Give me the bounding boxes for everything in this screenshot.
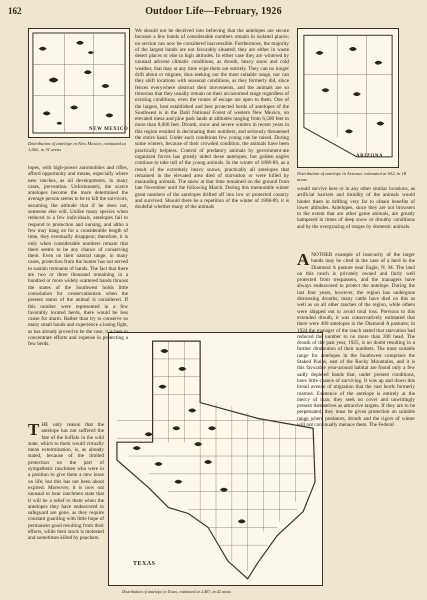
left-column-top-text: lopes, with high-power automobiles and rifles, afford opportunity and means, especially where new ranches, as oil developments, in many cases, prevention. Unfortunately, the scarce antelopes become the more determined the average person seems to be to kill the survivors, assuming the attitude that if he does not, someone else will. Unlike many species when reduced to a few individuals, antelopes fail to respond to protection and nursing, and altho a few may hang on for a considerable length of time, they eventually disappear; therefore, it is only when considerable numbers remain that there seems to be any chance of conserving them. Even on their natural range, in many cases, protection from the hunter has not served to sustain remnants of bands. The fact that there are two or three thousand remaining in a hundred or more widely scattered bands thruout the states of the Southwest holds little consolation for conservationists when the present status of the animal is considered. If this number were represented in a few favorably located herds, there would be less cause for alarm. Rather than try to conserve so many small bands and experience a losing fight, as has already proved to be the case, it is best to concentrate efforts and expense in protecting a few herds. [28,165,128,348]
arizona-map-drawing [298,29,398,167]
page-header [8,6,419,20]
left-column-bottom [28,422,104,592]
dropcap-t: T [28,420,40,439]
new-mexico-map-label: NEW MEXICO [89,127,129,132]
right-column-top-text: would survive here or in any other similar locations, as artificial barriers and timidity of the animals would hinder them in drifting very far to obtain benefits of lower altitudes. Antelopes, since they are not browsers to the extent that are other game animals, are greatly hampered in times of deep snow or drouthy conditions and by the overgrazing of ranges by domestic animals. [297,186,415,230]
right-column-bottom [297,252,415,592]
texas-map-caption: Distribution of antelope in Texas; estimated at 2,407, in 42 areas [122,589,232,594]
texas-map [108,332,323,586]
middle-column [135,28,289,328]
left-column-top [28,165,128,348]
arizona-map-label: ARIZONA [356,154,384,159]
arizona-map [297,28,399,168]
page-title: Outdoor Life—February, 1926 [145,6,282,17]
middle-column-text: We should not be deceived into believing that the antelopes are secure because a few bands of considerable numbers remain in isolated places; no section can now be considered inaccessible. Furthermore, the majority of the largest bands are not favorably situated; they are either in waste desert places or else in high altitudes. In either case they are wintered by unusual adverse climatic conditions, as drouth, heavy snow and cold weather, that may at any time wipe them out entirely. They can no longer drift about or migrate, thus seeking out the most suitable range, nor can they shift locations with seasonal conditions, as they formerly did, since fences everywhere obstruct their movements, and the animals are so timorous that they usually remain on their accustomed range regardless of existing conditions, even the routes of escape are open to them. One of the largest, best established and best protected herds of antelopes of the Southwest is in the Datil National Forest of western New Mexico, on elevated mesa and pine park lands at altitudes ranging from 6,500 feet to more than 8,000 feet. Drouth, snow and severe winters in recent years in this region resulted in decimating their numbers, and seriously threatened the entire band. Under such conditions few young can be raised. During some winters, because of their crowded condition, the animals have been practically helpless. Control of predatory animals by government-ate organized forces has greatly aided these antelopes; but golden eagles continue to take toll of the young animals. In the winter of 1868-89, as a result of the extremely heavy snows, practically all antelopes that remained in the elevated area died of starvation or were killed by marauding animals. The snow at that time remained on the ground from late November until the following March. During this memorable winter great numbers of the antelopes drifted off into low or protected country and survived. Should there be a repetition of the winter of 1868-89, it is doubtful whether many of the animals [135,28,289,211]
texas-map-label: TEXAS [133,561,156,567]
right-column-top [297,186,415,248]
right-column-bottom-text: NOTHER example of insecurity of the larger bands may be cited in the case of a herd in the Diamond A pasture near Eagle, N. M. The land on this ranch is privately owned and fairly well protected from trespassers, and the managers have always endeavored to protect the antelope. During the last four years, however, the region has undergone distressing drouths; many cattle have died on this as well as on all other ranches of the region, while others were shipped out to avoid total loss. Previous to this extended drouth, it was conservatively estimated that there were 400 antelopes in the Diamond A pastures; in 1924 the manager of the ranch stated that starvation had reduced the number to no more than 200 head. The drouth of the past year, 1925, is no doubt resulting in a further diminution of their numbers. The most suitable range for antelopes in the Southwest comprises the Staked Plains, east of the Rocky Mountains, and it is this favorable year-around habitat are found only a few sadly depleted bands that, under present conditions, have little chance of surviving. It was up and down this broad avenue of migration that the vast herds formerly roamed. Existence of the antelope is entirely at the mercy of man; they seek no cover and unwittingly present themselves as attractive targets. If they are to be perpetuated, they must be given protection on suitable range where predators, drouth and the rigors of winter will not continually menace them. The Federal [297,252,415,429]
texas-map-drawing [109,333,322,585]
new-mexico-map [28,28,130,138]
new-mexico-map-caption: Distribution of antelope in New Mexico; estimated at 1,662, in 31 areas [28,141,126,152]
page-number: 162 [8,6,22,16]
new-mexico-map-drawing [29,29,129,137]
dropcap-a: A [297,250,310,269]
arizona-map-caption: Distribution of antelope in Arizona; estimated at 652, in 18 areas [297,171,407,182]
left-column-bottom-text: HE only reason that the antelope has not suffered the fate of the buffalo in the wild state, which to them would virtually mean extermination, is, as already stated, because of the limited protection on the part of sympathetic ranchmen who were in a position to give them a new lease on life; but this has not been about expired. Moreover, it is now out unusual to hear ranchmen state that it will be a relief to them when the antelopes they have endeavored to safeguard are gone, as they require constant guarding with little hope of permanent good resulting from their efforts, while their stock is molested and sometimes killed by poachers. [28,422,104,542]
